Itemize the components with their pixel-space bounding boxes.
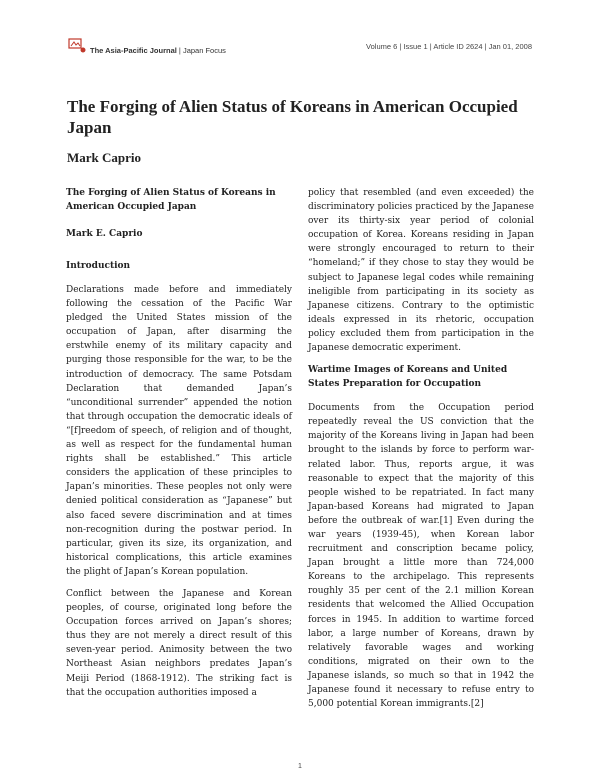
journal-logo-icon bbox=[68, 38, 88, 54]
continuation-paragraph: policy that resembled (and even exceeded) the discriminatory policies practiced by the Japanese over its thirty-six year period of colonial occupation of Korea. Koreans residing in Japan were strongly encouraged to return to their “homeland;” if they chose to stay they would be subject to Japanese legal codes while remaining ineligible from participating in its society as Japanese citizens. Contrary to the optimistic ideals expressed in its rhetoric, occupation policy excluded them from participation in the Japanese democratic experiment. bbox=[308, 188, 534, 354]
left-column bbox=[66, 186, 292, 708]
journal-section: | Japan Focus bbox=[176, 46, 226, 55]
section-heading: Wartime Images of Koreans and United States Preparation for Occupation bbox=[308, 365, 508, 390]
issue-metadata: Volume 6 | Issue 1 | Article ID 2624 | Jan 01, 2008 bbox=[366, 42, 532, 51]
page-number: 1 bbox=[298, 763, 302, 770]
body-paragraph: Conflict between the Japanese and Korean peoples, of course, originated long before the Occupation forces arrived on Japan’s shores; thus they are not merely a direct result of this seven-year period. Animosity between the two Northeast Asian neighbors predates Japan’s Meiji Period (1868-1912). The striking fact is that the occupation authorities imposed a bbox=[66, 588, 292, 698]
column-subtitle: The Forging of Alien Status of Koreans in American Occupied Japan bbox=[66, 188, 276, 212]
body-paragraph: Declarations made before and immediately following the cessation of the Pacific War pledged the United States mission of the occupation of Japan, after disarming the erstwhile enemy of its military capacity and purging those responsible for the war, to be the introduction of democracy. The same Potsdam Declaration that demanded Japan’s “unconditional surrender” appended the notion that through occupation the democratic ideals of “[f]reedom of speech, of religion and of thought, as well as respect for the fundamental human rights shall be established.” This article considers the application of these principles to Japan’s minorities. These peoples not only were denied political consideration as “Japanese” but also faced severe discrimination and at times non-recognition during the postwar period. In particular, given its size, its organization, and historical complications, this article examines the plight of Japan’s Korean population. bbox=[66, 285, 292, 577]
body-paragraph: Documents from the Occupation period repeatedly reveal the US conviction that the majority of the Koreans living in Japan had been brought to the islands by force to perform war-related labor. Thus, reports argue, it was reasonable to expect that the majority of this people wished to be repatriated. In fact many Japan-based Koreans had migrated to Japan before the outbreak of war.[1] Even during the war years (1939-45), when Korean labor recruitment and conscription became policy, Japan brought a little more than 724,000 Koreans to the archipelago. This represents roughly 35 per cent of the 2.1 million Korean residents that welcomed the Allied Occupation forces in 1945. In addition to wartime forced labor, a large number of Koreans, drawn by relatively favorable wages and working conditions, migrated on their own to the Japanese islands, so much so that in 1942 the Japanese found it necessary to refuse entry to 5,000 potential Korean immigrants.[2] bbox=[308, 403, 534, 710]
introduction-heading: Introduction bbox=[66, 261, 131, 271]
column-byline: Mark E. Caprio bbox=[66, 229, 143, 239]
article-title: The Forging of Alien Status of Koreans in American Occupied Japan bbox=[67, 97, 518, 137]
journal-header bbox=[68, 38, 532, 58]
journal-title: The Asia-Pacific Journal bbox=[90, 46, 177, 55]
article-author: Mark Caprio bbox=[67, 150, 142, 165]
journal-name bbox=[90, 46, 226, 55]
right-column bbox=[308, 186, 534, 719]
